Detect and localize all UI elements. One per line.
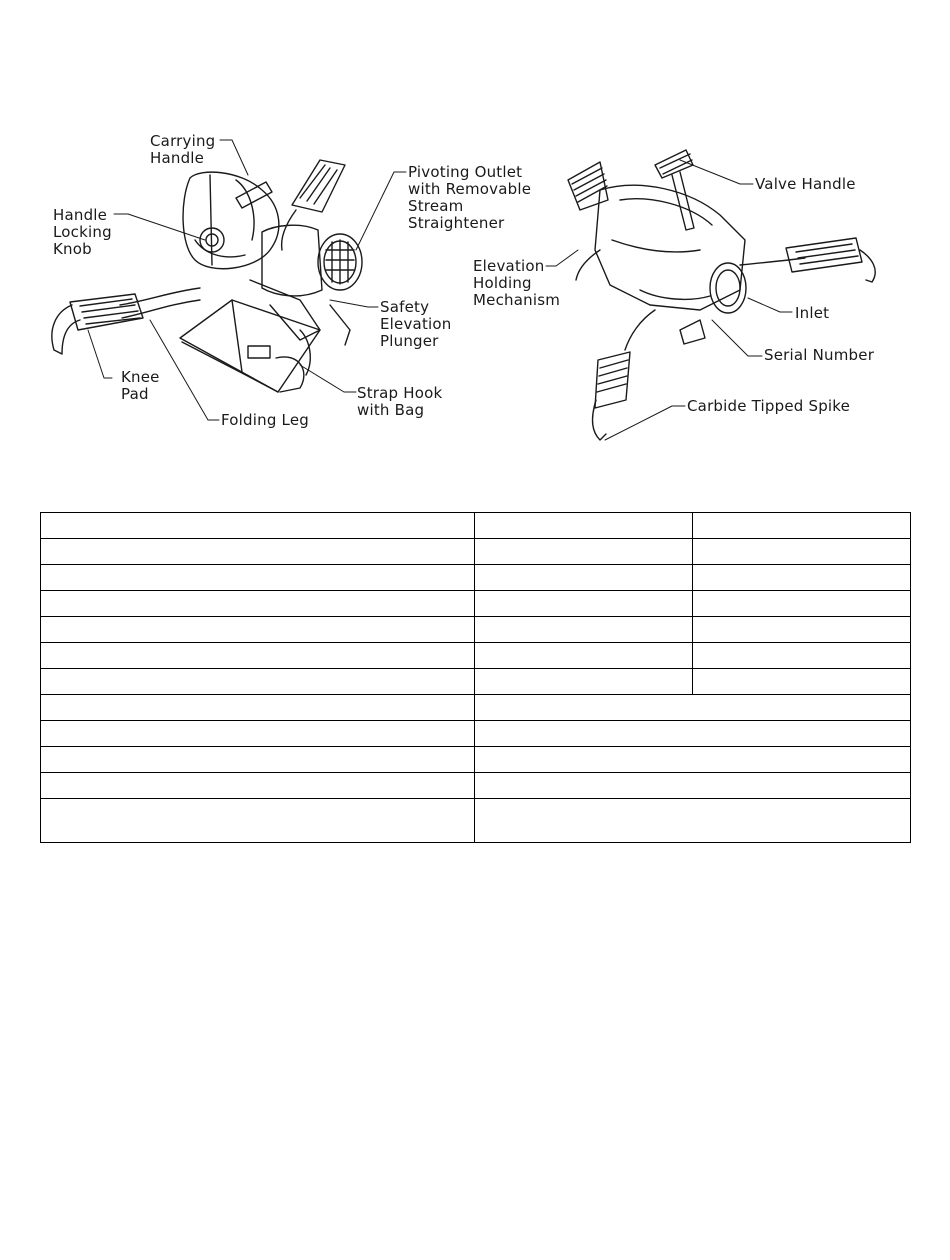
label-knee-pad: Knee Pad [121,368,160,403]
table-cell [41,773,475,799]
table-row [41,773,911,799]
table-cell [41,747,475,773]
label-folding-leg: Folding Leg [221,411,309,429]
table-cell [475,721,911,747]
left-monitor-drawing [52,160,362,392]
table-cell [41,721,475,747]
table-cell [475,695,911,721]
table-row [41,721,911,747]
table-row [41,617,911,643]
label-serial-number: Serial Number [764,346,875,364]
table-cell [41,695,475,721]
table-row [41,695,911,721]
table-row [41,669,911,695]
table-row [41,513,911,539]
table-cell [693,591,911,617]
table-row [41,591,911,617]
label-pivoting-outlet: Pivoting Outlet with Removable Stream Straightener [408,163,532,232]
specification-table [40,512,911,843]
label-safety-elevation-plunger: Safety Elevation Plunger [380,298,452,350]
table-cell [475,669,693,695]
table-cell [693,539,911,565]
table-cell [41,513,475,539]
table-row [41,747,911,773]
table-cell [693,617,911,643]
table-cell [475,513,693,539]
label-carrying-handle: Carrying Handle [150,132,216,167]
table-cell [41,643,475,669]
table-row [41,539,911,565]
label-inlet: Inlet [795,304,830,322]
table-cell [475,773,911,799]
table-cell [475,799,911,843]
table-cell [41,565,475,591]
table-row [41,799,911,843]
table-cell [41,617,475,643]
table-cell [475,617,693,643]
table-cell [693,669,911,695]
product-diagram [0,0,950,470]
table-cell [693,565,911,591]
table-cell [475,591,693,617]
table-cell [693,513,911,539]
table-cell [41,669,475,695]
label-elevation-holding-mechanism: Elevation Holding Mechanism [473,257,561,309]
table-row [41,565,911,591]
table-cell [693,643,911,669]
table-cell [41,539,475,565]
table-cell [475,747,911,773]
table-cell [41,591,475,617]
label-strap-hook: Strap Hook with Bag [357,384,443,419]
table-cell [41,799,475,843]
label-valve-handle: Valve Handle [755,175,856,193]
label-handle-locking-knob: Handle Locking Knob [53,206,112,258]
table-cell [475,643,693,669]
table-row [41,643,911,669]
label-carbide-tipped-spike: Carbide Tipped Spike [687,397,851,415]
table-cell [475,565,693,591]
table-cell [475,539,693,565]
